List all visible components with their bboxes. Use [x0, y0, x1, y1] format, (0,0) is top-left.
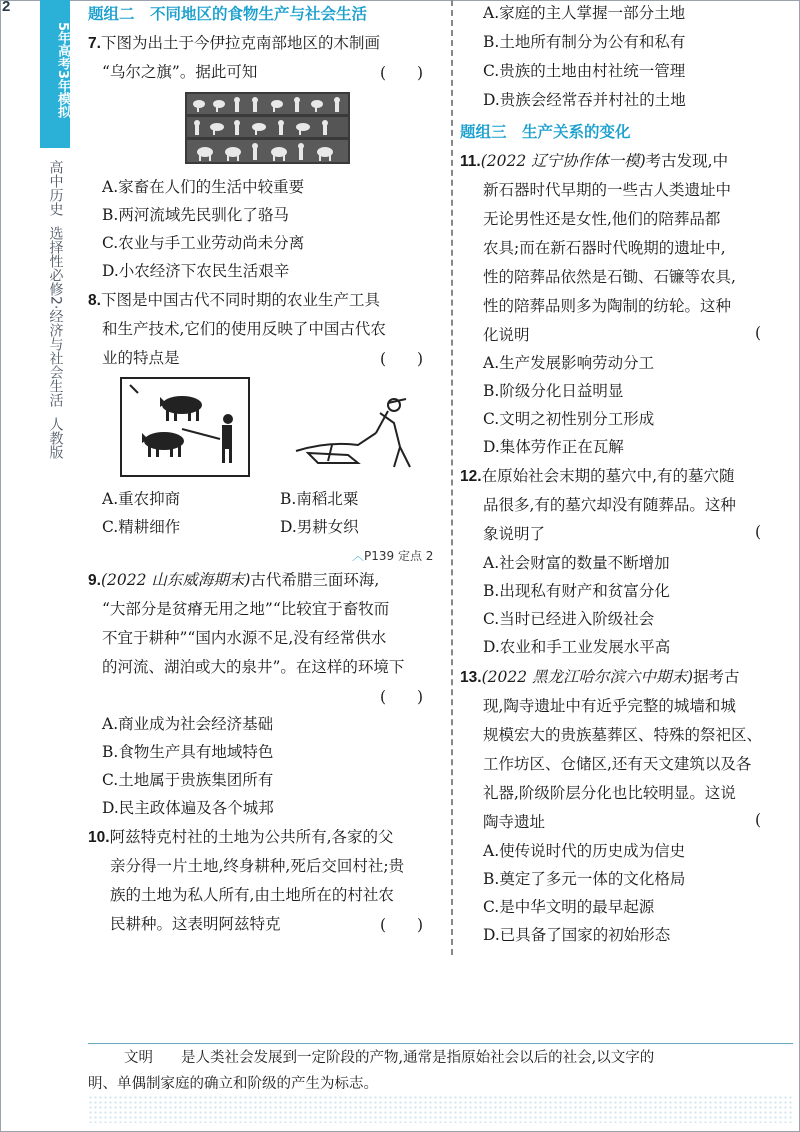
- q9-line-3: 不宜于耕种”“国内水源不足,没有经常供水: [102, 629, 387, 647]
- q11-line-5: 性的陪葬品依然是石锄、石镰等农具,: [483, 268, 736, 286]
- q10-number: 10.: [88, 829, 110, 846]
- q9-option-b: B.食物生产具有地域特色: [102, 743, 274, 761]
- q7-option-a: A.家畜在人们的生活中较重要: [102, 178, 305, 196]
- q8-number: 8.: [88, 292, 101, 309]
- q8-line-3: 业的特点是: [102, 349, 180, 367]
- q9-line-2: “大部分是贫瘠无用之地”“比较宜于畜牧而: [102, 600, 390, 618]
- q7-answer-paren: ( ): [380, 64, 424, 82]
- q8-reference[interactable]: ︿P139 定点 2: [352, 549, 434, 563]
- q8-line-1: 8.下图是中国古代不同时期的农业生产工具: [88, 291, 380, 309]
- q9-number: 9.: [88, 572, 101, 589]
- group3-title: 题组三 生产关系的变化: [460, 123, 631, 141]
- q13-number: 13.: [460, 669, 482, 686]
- q11-answer-paren: (: [755, 324, 762, 342]
- q13-option-b: B.奠定了多元一体的文化格局: [483, 870, 686, 888]
- side-subject-edition: 人教版: [47, 417, 64, 460]
- q9-answer-paren: ( ): [380, 688, 424, 706]
- q12-line-3: 象说明了: [483, 525, 546, 543]
- q12-option-a: A.社会财富的数量不断增加: [483, 554, 670, 572]
- q7-option-d: D.小农经济下农民生活艰辛: [102, 262, 290, 280]
- q7-standard-of-ur-image: [185, 92, 350, 164]
- q10-option-c: C.贵族的土地由村社统一管理: [483, 62, 686, 80]
- q11-source: (2022 辽宁协作体一模): [480, 152, 646, 170]
- q13-option-c: C.是中华文明的最早起源: [483, 898, 655, 916]
- column-divider: [451, 0, 453, 955]
- caret-up-icon: ︿: [352, 549, 365, 563]
- q13-line-2: 现,陶寺遗址中有近乎完整的城墙和城: [483, 697, 736, 715]
- q11-number: 11.: [460, 153, 481, 170]
- q12-number: 12.: [460, 468, 482, 485]
- q10-option-a: A.家庭的主人掌握一部分土地: [483, 4, 686, 22]
- side-subject: [44, 160, 66, 459]
- q12-line-2: 品很多,有的墓穴却没有随葬品。这种: [483, 496, 736, 514]
- q11-option-b: B.阶级分化日益明显: [483, 382, 624, 400]
- q13-line-3: 规模宏大的贵族墓葬区、特殊的祭祀区、: [483, 726, 763, 744]
- q12-option-d: D.农业和手工业发展水平高: [483, 638, 671, 656]
- q11-line-6: 性的陪葬品则多为陶制的纺轮。这种: [483, 297, 732, 315]
- footer-dot-pattern: [88, 1095, 793, 1123]
- q13-line-1: 13.(2022 黑龙江哈尔滨六中期末)据考古: [460, 668, 740, 686]
- q9-option-a: A.商业成为社会经济基础: [102, 715, 274, 733]
- q8-oxen-plowing-image: [120, 377, 250, 477]
- q10-line-2: 亲分得一片土地,终身耕种,死后交回村社;贵: [110, 857, 405, 875]
- side-subject-volume: 选择性必修2·经济与社会生活: [47, 226, 64, 408]
- q11-option-d: D.集体劳作正在瓦解: [483, 438, 624, 456]
- q9-line-4: 的河流、湖泊或大的泉井”。在这样的环境下: [102, 658, 405, 676]
- q13-source: (2022 黑龙江哈尔滨六中期末): [481, 668, 694, 686]
- q12-option-c: C.当时已经进入阶级社会: [483, 610, 655, 628]
- group2-title: 题组二 不同地区的食物生产与社会生活: [88, 5, 368, 23]
- q8-line-2: 和生产技术,它们的使用反映了中国古代农: [102, 320, 386, 338]
- q13-answer-paren: (: [755, 811, 762, 829]
- q8-option-b: B.南稻北粟: [280, 490, 359, 508]
- q9-option-d: D.民主政体遍及各个城邦: [102, 799, 274, 817]
- footer-rule: [88, 1043, 793, 1044]
- footer-line-1: 文明 是人类社会发展到一定阶段的产物,通常是指原始社会以后的社会,以文字的: [124, 1050, 655, 1066]
- q11-option-c: C.文明之初性别分工形成: [483, 410, 655, 428]
- q8-option-a: A.重农抑商: [102, 490, 181, 508]
- q9-line-1: 9.(2022 山东威海期末)古代希腊三面环海,: [88, 571, 380, 589]
- side-tab-label: 5年高考3年模拟: [55, 22, 70, 119]
- q7-line-1: 7.下图为出土于今伊拉克南部地区的木制画: [88, 34, 380, 52]
- q10-answer-paren: ( ): [380, 916, 424, 934]
- q10-line-3: 族的土地为私人所有,由土地所在的村社农: [110, 886, 394, 904]
- q7-line-2: “乌尔之旗”。据此可知: [102, 63, 258, 81]
- q12-line-1: 12.在原始社会末期的墓穴中,有的墓穴随: [460, 467, 735, 485]
- footer-term: 文明: [124, 1050, 153, 1066]
- q9-source: (2022 山东威海期末): [100, 571, 251, 589]
- q11-line-3: 无论男性还是女性,他们的陪葬品都: [483, 210, 721, 228]
- q8-plough-image: [288, 393, 426, 471]
- q11-line-2: 新石器时代早期的一些古人类遗址中: [483, 181, 732, 199]
- q10-option-d: D.贵族会经常吞并村社的土地: [483, 91, 686, 109]
- q7-option-c: C.农业与手工业劳动尚未分离: [102, 234, 305, 252]
- q13-line-6: 陶寺遗址: [483, 813, 546, 831]
- q8-option-c: C.精耕细作: [102, 518, 181, 536]
- q11-line-4: 农具;而在新石器时代晚期的遗址中,: [483, 239, 726, 257]
- page-number: 2: [2, 0, 11, 15]
- q8-answer-paren: ( ): [380, 350, 424, 368]
- q7-number: 7.: [88, 35, 101, 52]
- footer-line-2: 明、单偶制家庭的确立和阶级的产生为标志。: [88, 1076, 378, 1092]
- q11-line-7: 化说明: [483, 326, 530, 344]
- q11-option-a: A.生产发展影响劳动分工: [483, 354, 655, 372]
- q11-line-1: 11.(2022 辽宁协作体一模)考古发现,中: [460, 152, 729, 170]
- q10-line-1: 10.阿兹特克村社的土地为公共所有,各家的父: [88, 828, 394, 846]
- q9-option-c: C.土地属于贵族集团所有: [102, 771, 274, 789]
- q10-line-4: 民耕种。这表明阿兹特克: [110, 915, 281, 933]
- q13-line-4: 工作坊区、仓储区,还有天文建筑以及各: [483, 755, 752, 773]
- side-subject-course: 高中历史: [47, 160, 64, 216]
- q13-option-a: A.使传说时代的历史成为信史: [483, 842, 686, 860]
- q13-line-5: 礼器,阶级阶层分化也比较明显。这说: [483, 784, 736, 802]
- q12-option-b: B.出现私有财产和贫富分化: [483, 582, 670, 600]
- q10-option-b: B.土地所有制分为公有和私有: [483, 33, 686, 51]
- q8-option-d: D.男耕女织: [280, 518, 359, 536]
- q12-answer-paren: (: [755, 523, 762, 541]
- q13-option-d: D.已具备了国家的初始形态: [483, 926, 671, 944]
- q7-option-b: B.两河流域先民驯化了骆马: [102, 206, 289, 224]
